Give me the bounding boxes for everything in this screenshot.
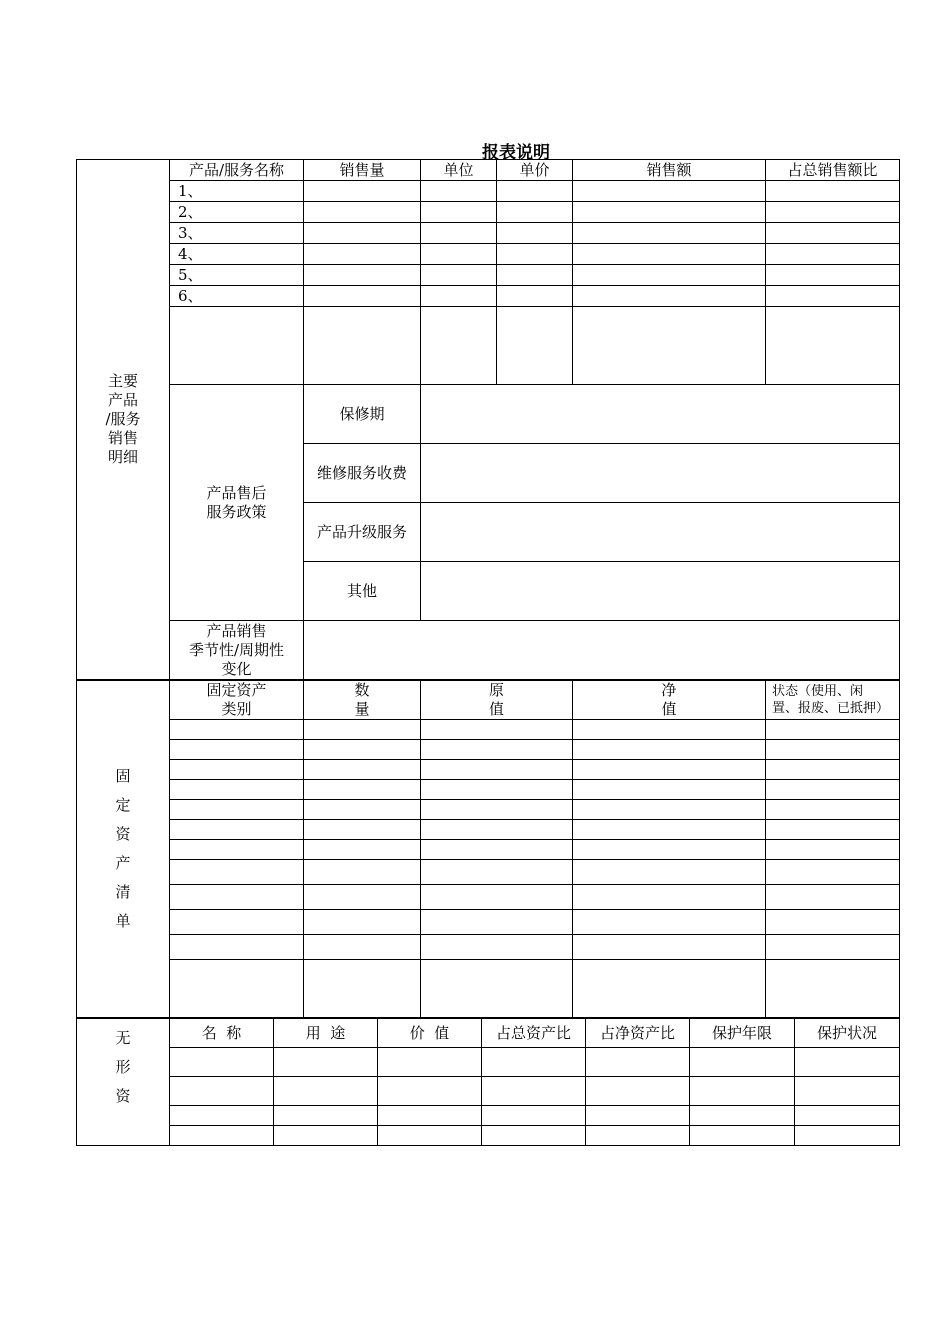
table-row (77, 720, 900, 740)
table-row (77, 820, 900, 840)
header-product-name: 产品/服务名称 (170, 160, 304, 181)
table-row (77, 760, 900, 780)
header-purpose: 用 途 (274, 1019, 378, 1048)
table-row (77, 307, 900, 385)
table-row (77, 740, 900, 760)
sales-section-label: 主要 产品 /服务 销售 明细 (77, 160, 170, 680)
header-name: 名 称 (170, 1019, 274, 1048)
table-row (77, 1077, 900, 1106)
table-row (77, 860, 900, 885)
policy-upgrade-field[interactable] (421, 503, 900, 562)
intangible-section-label: 无 形 资 (77, 1019, 170, 1146)
table-row (77, 202, 900, 223)
fixed-assets-table (76, 680, 900, 1018)
table-row (77, 1048, 900, 1077)
policy-warranty-field[interactable] (421, 385, 900, 444)
intangible-assets-table (76, 1018, 900, 1146)
table-row (77, 780, 900, 800)
fixed-assets-section-label: 固 定 资 产 清 单 (77, 681, 170, 1018)
policy-other-label: 其他 (304, 562, 421, 621)
header-protection-status: 保护状况 (795, 1019, 900, 1048)
header-asset-category: 固定资产 类别 (170, 681, 304, 720)
policy-upgrade-label: 产品升级服务 (304, 503, 421, 562)
header-unit: 单位 (421, 160, 497, 181)
header-quantity: 数 量 (304, 681, 421, 720)
header-net-value: 净 值 (573, 681, 766, 720)
table-row (77, 935, 900, 960)
row-number: 3、 (170, 223, 304, 244)
seasonal-change-field[interactable] (304, 621, 900, 680)
header-original-value: 原 值 (421, 681, 573, 720)
row-number: 2、 (170, 202, 304, 223)
policy-warranty-label: 保修期 (304, 385, 421, 444)
row-number: 5、 (170, 265, 304, 286)
header-sales-share: 占总销售额比 (766, 160, 900, 181)
header-sales-volume: 销售量 (304, 160, 421, 181)
sales-detail-table (76, 159, 900, 680)
header-asset-status: 状态（使用、闲 置、报废、已抵押） (766, 681, 900, 720)
table-row (77, 1126, 900, 1146)
row-number: 1、 (170, 181, 304, 202)
table-row (77, 223, 900, 244)
policy-repair-fee-field[interactable] (421, 444, 900, 503)
table-row (77, 910, 900, 935)
table-row (77, 840, 900, 860)
table-row (77, 1106, 900, 1126)
after-sales-policy-label: 产品售后 服务政策 (170, 385, 304, 621)
header-sales-amount: 销售额 (573, 160, 766, 181)
table-row (77, 960, 900, 1018)
seasonal-change-label: 产品销售 季节性/周期性 变化 (170, 621, 304, 680)
header-value: 价 值 (378, 1019, 482, 1048)
row-number: 6、 (170, 286, 304, 307)
table-row (77, 181, 900, 202)
table-row (77, 800, 900, 820)
table-row (77, 265, 900, 286)
header-unit-price: 单价 (497, 160, 573, 181)
policy-repair-fee-label: 维修服务收费 (304, 444, 421, 503)
header-protection-period: 保护年限 (690, 1019, 795, 1048)
table-row (77, 286, 900, 307)
header-net-asset-share: 占净资产比 (586, 1019, 690, 1048)
policy-other-field[interactable] (421, 562, 900, 621)
table-row (77, 244, 900, 265)
table-row (77, 885, 900, 910)
page-title: 报表说明 (482, 143, 550, 163)
header-total-asset-share: 占总资产比 (482, 1019, 586, 1048)
row-number: 4、 (170, 244, 304, 265)
